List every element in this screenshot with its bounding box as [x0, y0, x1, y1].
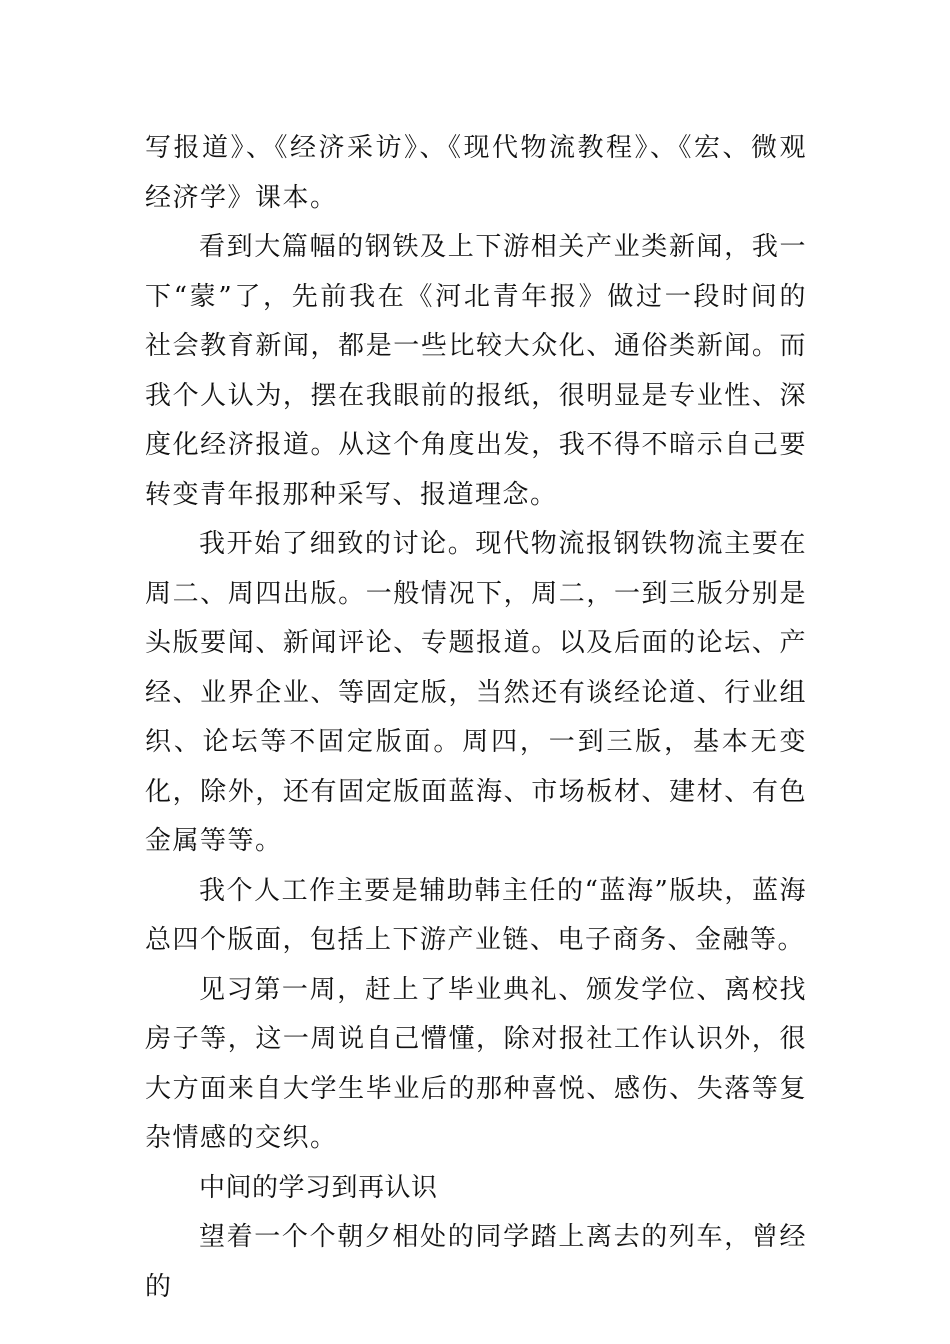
paragraph-newspaper-layout: 我开始了细致的讨论。现代物流报钢铁物流主要在周二、周四出版。一般情况下，周二，一到三版分别是头版要闻、新闻评论、专题报道。以及后面的论坛、产经、业界企业、等固定版，当然还有谈经论道、行业组织、论坛等不固定版面。周四，一到三版，基本无变化，除外，还有固定版面蓝海、市场板材、建材、有色金属等等。 [145, 529, 807, 856]
section-heading: 中间的学习到再认识 [199, 1172, 438, 1203]
paragraph-first-week: 见习第一周，赶上了毕业典礼、颁发学位、离校找房子等，这一周说自己懵懂，除对报社工作认识外，很大方面来自大学生毕业后的那种喜悦、感伤、失落等复杂情感的交织。 [145, 974, 807, 1153]
paragraph-steel-news: 看到大篇幅的钢铁及上下游相关产业类新闻，我一下“蒙”了，先前我在《河北青年报》做过一段时间的社会教育新闻，都是一些比较大众化、通俗类新闻。而我个人认为，摆在我眼前的报纸，很明显是专业性、深度化经济报道。从这个角度出发，我不得不暗示自己要转变青年报那种采写、报道理念。 [145, 232, 807, 510]
body-text [145, 124, 807, 1312]
paragraph-personal-work: 我个人工作主要是辅助韩主任的“蓝海”版块，蓝海总四个版面，包括上下游产业链、电子商务、金融等。 [145, 875, 807, 955]
paragraph-farewell: 望着一个个朝夕相处的同学踏上离去的列车，曾经的 [145, 1222, 807, 1302]
paragraph-textbook-list: 写报道》、《经济采访》、《现代物流教程》、《宏、微观经济学》课本。 [145, 133, 807, 213]
